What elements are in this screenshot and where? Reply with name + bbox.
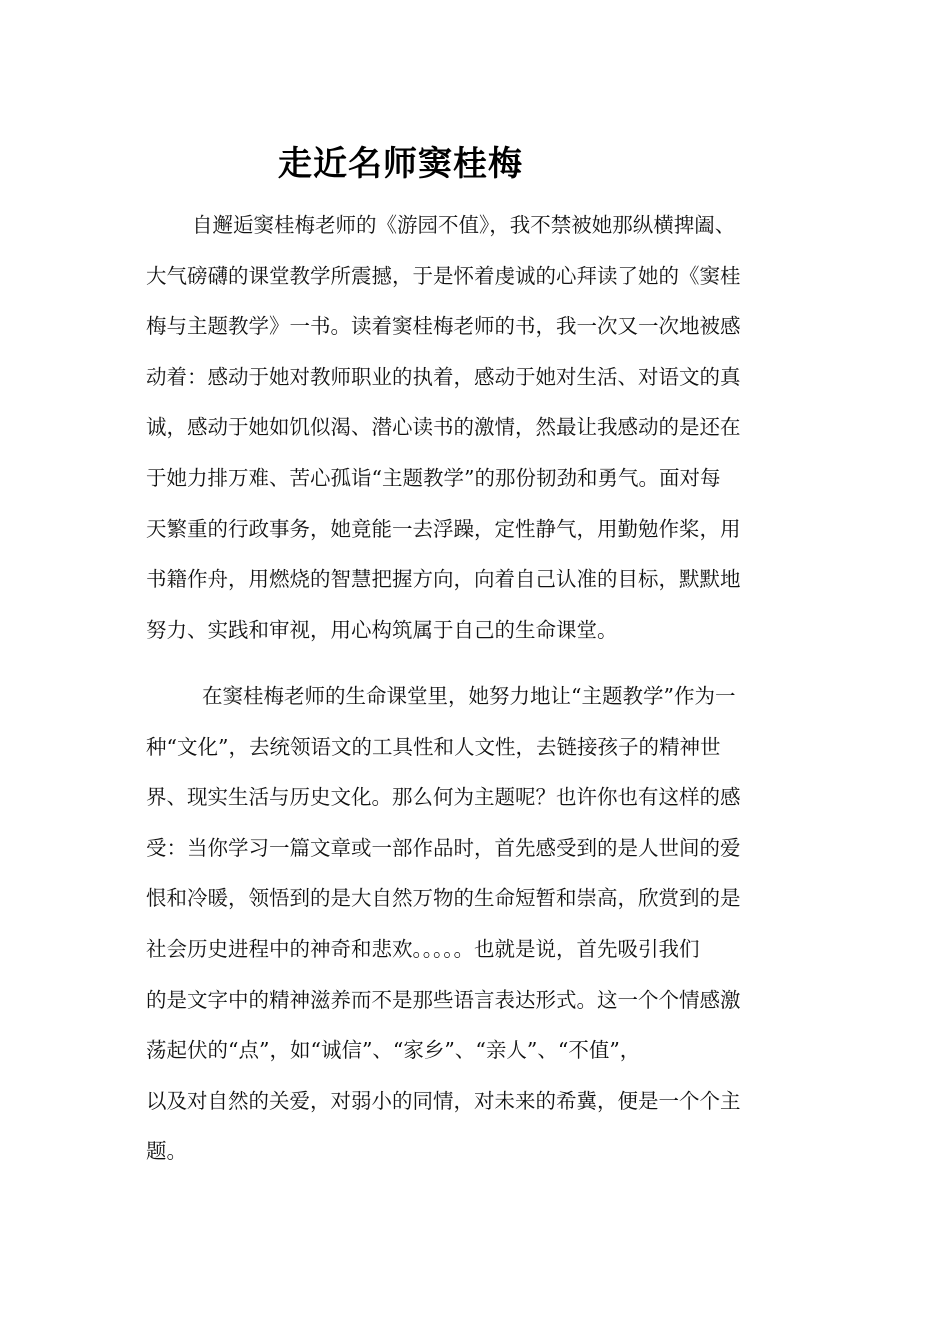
paragraph-line: 于她力排万难、苦心孤诣“主题教学”的那份韧劲和勇气。面对每 — [146, 465, 721, 490]
paragraph-line: 大气磅礴的课堂教学所震撼，于是怀着虔诚的心拜读了她的《窦桂 — [146, 263, 741, 288]
paragraph-line: 书籍作舟，用燃烧的智慧把握方向，向着自己认准的目标，默默地 — [146, 567, 741, 592]
paragraph-line: 题。 — [146, 1139, 187, 1164]
paragraph-line: 恨和冷暖，领悟到的是大自然万物的生命短暂和崇高，欣赏到的是 — [146, 886, 741, 911]
document-title: 走近名师窦桂梅 — [278, 144, 523, 184]
paragraph-line: 努力、实践和审视，用心构筑属于自己的生命课堂。 — [146, 617, 618, 642]
paragraph-line: 荡起伏的“点”，如“诚信”、“家乡”、“亲人”、“不值”， — [146, 1038, 641, 1063]
paragraph-line: 天繁重的行政事务，她竟能一去浮躁，定性静气，用勤勉作桨，用 — [146, 516, 741, 541]
paragraph-line: 以及对自然的关爱，对弱小的同情，对未来的希冀，便是一个个主 — [146, 1088, 741, 1113]
paragraph-line: 诚，感动于她如饥似渴、潜心读书的激情，然最让我感动的是还在 — [146, 415, 741, 440]
paragraph-line: 在窦桂梅老师的生命课堂里，她努力地让“主题教学”作为一 — [202, 684, 736, 708]
paragraph-line: 的是文字中的精神滋养而不是那些语言表达形式。这一个个情感激 — [146, 987, 741, 1012]
paragraph-line: 受：当你学习一篇文章或一部作品时，首先感受到的是人世间的爱 — [146, 835, 741, 860]
paragraph-line: 自邂逅窦桂梅老师的《游园不值》，我不禁被她那纵横捭阖、 — [192, 213, 736, 237]
paragraph-line: 社会历史进程中的神奇和悲欢。。。。。也就是说，首先吸引我们 — [146, 936, 700, 961]
paragraph-line: 界、现实生活与历史文化。那么何为主题呢？也许你也有这样的感 — [146, 785, 741, 810]
paragraph-line: 动着：感动于她对教师职业的执着，感动于她对生活、对语文的真 — [146, 364, 741, 389]
paragraph-line: 梅与主题教学》一书。读着窦桂梅老师的书，我一次又一次地被感 — [146, 314, 741, 339]
paragraph-1 — [146, 200, 802, 655]
paragraph-line: 种“文化”，去统领语文的工具性和人文性，去链接孩子的精神世 — [146, 734, 721, 759]
paragraph-2 — [146, 671, 802, 1177]
